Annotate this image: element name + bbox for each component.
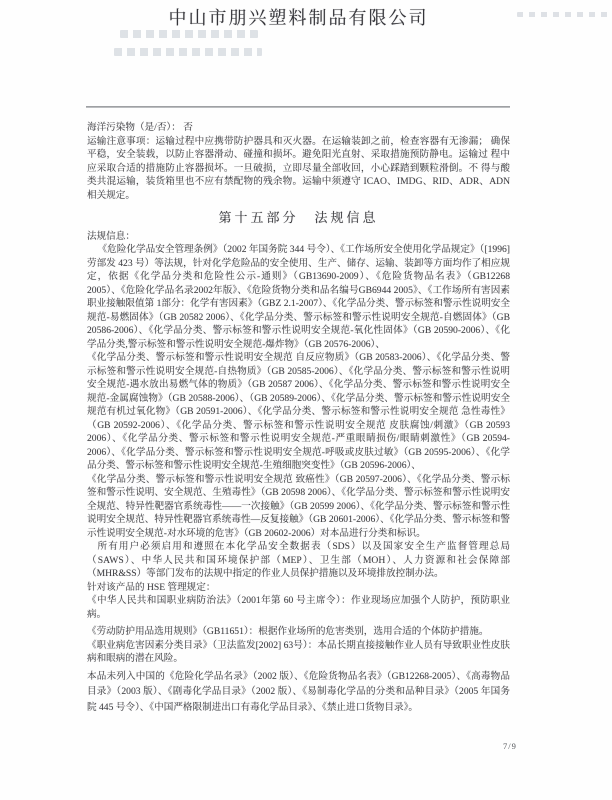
company-title: 中山市朋兴塑料制品有限公司 <box>168 8 429 28</box>
occupational-disease-law-paragraph: 《中华人民共和国职业病防治法》（2001年第 60 号主席令）：作业现场应加强个人防护，预防职业病。 <box>87 595 510 620</box>
document-body <box>87 121 510 715</box>
faded-text-artifact-corner <box>517 12 609 17</box>
regulatory-info-label: 法规信息： <box>87 230 135 242</box>
faded-text-artifact-2 <box>114 48 262 56</box>
regulation-paragraph: 《化学品分类、警示标签和警示性说明安全规范 自反应物质》（GB 20583-2006）、《化学品分类、警示标签和警示性说明安全规范-自热物质》（GB 20585-2006）、《化学品分类、警示标签和警示性说明安全规范-遇水放出易燃气体的物质》（GB 20587 2006）、《化学品分类、警示标签和警示性说明安全规范-金属腐蚀物》（GB 20588-2006）、（GB 20589-2006）、《化学品分类、警示标签和警示性说明安全规范有机过氧化物》（GB 20591-2006）、《化学品分类、警示标签和警示性说明安全规范 急性毒性》（GB 20592-2006）、《化学品分类、警示标签和警示性说明安全规范 皮肤腐蚀/刺激》（GB 20593 2006）、《化学品分类、警示标签和警示性说明安全规范-严重眼睛损伤/眼睛刺激性》（GB 20594-2006）、《化学品分类、警示标签和警示性说明安全规范-呼吸或皮肤过敏》（GB 20595-2006）、《化学品分类、警示标签和警示性说明安全规范-生殖细胞突变性》（GB 20596-2006）、 <box>87 352 510 471</box>
section-15-heading: 第十五部分 法规信息 <box>218 210 379 225</box>
regulation-paragraph: 《危险化学品安全管理条例》（2002 年国务院 344 号令）、《工作场所安全使用化学品规定》（[1996]劳部发 423 号）等法规，针对化学危险品的安全使用、生产、储存、运输、装卸等方面均作了相应规定，依据《化学品分类和危险性公示-通则》（GB13690-2009）、《危险货物品名表》（GB12268 2005）、《危险化学品名录2002年版》、《危险货物分类和品名编号GB6944 2005》、《工作场所有害因素职业接触限值第 1部分：化学有害因素》（GBZ 2.1-2007）、《化学品分类、警示标签和警示性说明安全规范-易燃固体》（GB 20582 2006）、《化学品分类、警示标签和警示性说明安全规范-自燃固体》（GB 20586-2006）、《化学品分类、警示标签和警示性说明安全规范-氧化性固体》（GB 20590-2006）、《化学品分类,警示标签和警示性说明安全规范-爆炸物》（GB 20576-2006）、 <box>87 244 510 350</box>
page-number: 7/9 <box>503 741 517 751</box>
transport-notes-paragraph: 运输注意事项：运输过程中应携带防护器具和灭火器。在运输装卸之前，检查容器有无渗漏； 确保平稳，安全装载，以防止容器滑动、碰撞和损坏。避免阳光直射、采取措施预防静电。运输过 程中应采取合适的措施防止容器损坏。一旦破损，立即尽量全部收回，小心踩踏到颗粒滑倒。不 得与酸类共混运输，装货箱里也不应有禁配物的残余物。运输中须遵守 ICAO、IMDG、RID、ADR、ADN 相关规定。 <box>87 135 510 201</box>
occupational-hazard-catalog-paragraph: 《职业病危害因素分类目录》（卫法监发[2002] 63号）：本品长期直接接触作业人员有导致职业性皮肤病和眼病的潜在风险。 <box>87 639 510 664</box>
ppe-selection-rule-paragraph: 《劳动防护用品选用规则》（GB11651）：根据作业场所的危害类别，选用合适的个体防护措施。 <box>87 626 489 637</box>
header-divider-line <box>86 106 510 108</box>
regulation-paragraph: 《化学品分类、警示标签和警示性说明安全规范 致癌性》（GB 20597-2006）、《化学品分类、警示标签和警示性说明、安全规范、生殖毒性》（GB 20598 2006）、《化学品分类、警示标签和警示性说明安全规范、特异性靶器官系统毒性——一次接触》（GB 20599 2006）、《化学品分类、警示标签和警示性说明安全规范、特异性靶器官系统毒性—反复接触》（GB 20601-2006）、《化学品分类、警示标签和警示性说明安全规范-对水环境的危害》（GB 20602-2006）对本品进行分类和标识。 <box>87 473 510 539</box>
not-listed-catalogs-paragraph: 本品未列入中国的《危险化学品名录》（2002 版）、《危险货物品名表》（GB12268-2005）、《高毒物品目录》（2003 版）、《剧毒化学品目录》（2002 版）、《易制毒化学品的分类和品种目录》（2005 年国务院 445 号令）、《中国严格限制进出口有毒化学品目录》、《禁止进口货物目录》。 <box>87 670 510 713</box>
faded-text-artifact-1 <box>120 30 258 38</box>
hse-management-label: 针对该产品的 HSE 管理规定： <box>87 581 216 593</box>
sds-users-paragraph: 所有用户必须启用和遵照在本化学品安全数据表（SDS）以及国家安全生产监督管理总局（SAWS）、中华人民共和国环境保护部（MEP）、卫生部（MOH）、人力资源和社会保障部（MHR&SS）等部门发布的法规中指定的作业人员保护措施以及环境排放控制办法。 <box>87 541 510 579</box>
marine-pollutant-line: 海洋污染物（是/否）： 否 <box>87 122 193 133</box>
